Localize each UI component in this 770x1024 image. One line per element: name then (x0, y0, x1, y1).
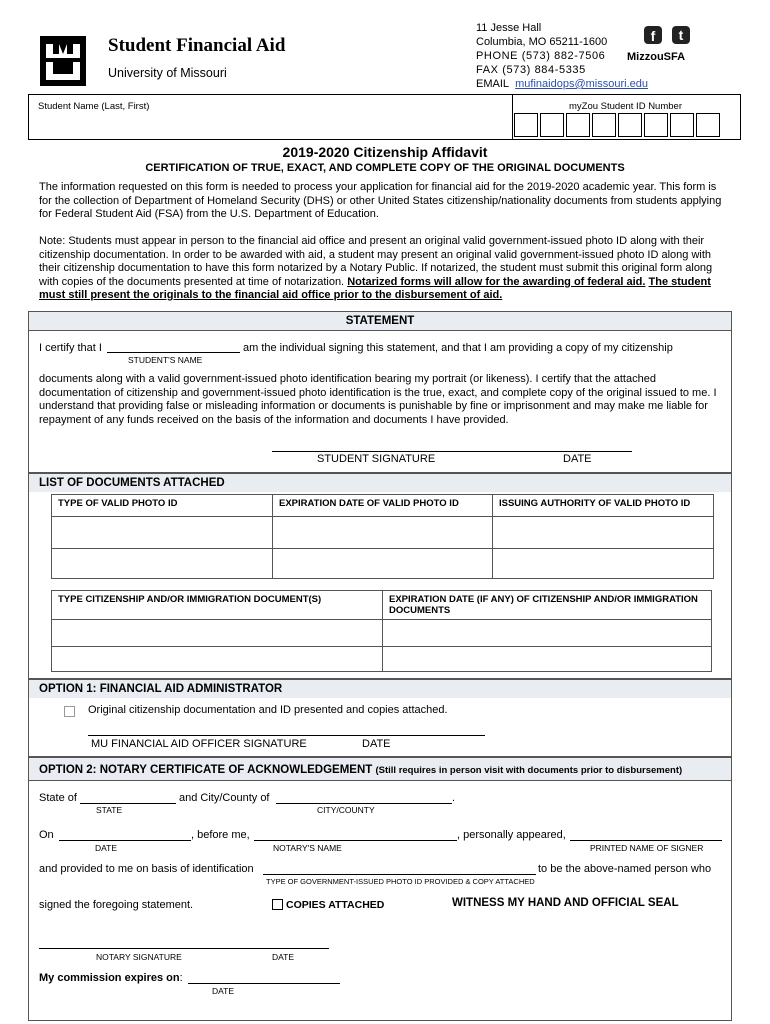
notary-date-line[interactable] (59, 840, 191, 841)
provided-pre: and provided to me on basis of identification (39, 863, 254, 875)
option2-header (29, 758, 731, 781)
commission-colon: : (179, 972, 183, 984)
photo-id-col-type: TYPE OF VALID PHOTO ID (52, 495, 273, 517)
email-label: EMAIL (476, 78, 510, 90)
contact-block (476, 21, 648, 91)
citizenship-col-type: TYPE CITIZENSHIP AND/OR IMMIGRATION DOCUMENT(S) (52, 591, 383, 620)
email-link[interactable]: mufinaidops@missouri.edu (515, 78, 648, 90)
notary-signature-line[interactable] (39, 948, 329, 949)
student-id-field[interactable] (511, 94, 741, 140)
student-id-label: myZou Student ID Number (569, 101, 682, 112)
photo-id-col-expiration: EXPIRATION DATE OF VALID PHOTO ID (273, 495, 493, 517)
mu-logo (40, 36, 86, 86)
org-title: Student Financial Aid (108, 35, 286, 56)
date-caption: DATE (95, 843, 118, 853)
citizenship-cell[interactable] (52, 620, 383, 647)
intro-paragraph-2 (39, 235, 731, 303)
copies-attached-label: COPIES ATTACHED (286, 899, 385, 911)
university-name: University of Missouri (108, 66, 227, 80)
intro-paragraph-1: The information requested on this form is needed to process your application for financial aid for the 2019-2020 academic year. This form is for the collection of Department of Homeland Security (DHS) or other United States citizenship/nationality documents from students applying for Federal Student Aid (FSA) from the U.S. Department of Education. (39, 181, 722, 220)
students-name-caption: STUDENT'S NAME (128, 355, 203, 365)
email-row (476, 77, 648, 91)
photo-id-cell[interactable] (493, 517, 714, 549)
social-handle: MizzouSFA (627, 51, 686, 63)
on-label: On (39, 829, 54, 841)
student-signature-label: STUDENT SIGNATURE (317, 453, 436, 465)
state-of-label: State of (39, 792, 77, 804)
commission-date-line[interactable] (188, 983, 340, 984)
state-line[interactable] (80, 803, 176, 804)
phone: PHONE (573) 882-7506 (476, 50, 606, 62)
citizenship-cell[interactable] (52, 647, 383, 672)
photo-id-cell[interactable] (273, 517, 493, 549)
address-line-2: Columbia, MO 65211-1600 (476, 36, 608, 48)
officer-date-label: DATE (362, 738, 391, 750)
twitter-icon[interactable]: t (672, 26, 690, 44)
signed-statement-text: signed the foregoing statement. (39, 899, 194, 911)
option1-checkbox[interactable] (64, 706, 75, 717)
option2-title: OPTION 2: NOTARY CERTIFICATE OF ACKNOWLEDGEMENT (39, 764, 373, 776)
copies-attached-checkbox[interactable] (272, 899, 283, 910)
signer-name-line[interactable] (570, 840, 722, 841)
officer-signature-line[interactable] (88, 735, 485, 736)
address-line-1: 11 Jesse Hall (476, 22, 542, 34)
id-type-line[interactable] (263, 874, 536, 875)
certify-pre: I certify that I (39, 342, 102, 354)
photo-id-cell[interactable] (493, 549, 714, 579)
page-title: 2019-2020 Citizenship Affidavit (282, 144, 488, 160)
citizenship-col-expiration: EXPIRATION DATE (IF ANY) OF CITIZENSHIP AND/OR IMMIGRATION DOCUMENTS (383, 591, 712, 620)
state-city-period: . (452, 792, 456, 804)
signer-caption: PRINTED NAME OF SIGNER (590, 843, 704, 853)
photo-id-cell[interactable] (52, 517, 273, 549)
provided-post: to be the above-named person who (538, 863, 712, 875)
photo-id-cell[interactable] (52, 549, 273, 579)
intro-note-underline-1: Notarized forms will allow for the awarding of federal aid. (347, 275, 646, 288)
student-name-line[interactable] (107, 352, 240, 353)
city-of-label: and City/County of (179, 792, 270, 804)
option1-header: OPTION 1: FINANCIAL AID ADMINISTRATOR (29, 680, 731, 698)
photo-id-cell[interactable] (273, 549, 493, 579)
option2-note: (Still requires in person visit with documents prior to disbursement) (375, 765, 683, 776)
documents-header: LIST OF DOCUMENTS ATTACHED (29, 474, 731, 492)
notary-sig-date-label: DATE (272, 952, 295, 962)
photo-id-col-authority: ISSUING AUTHORITY OF VALID PHOTO ID (493, 495, 714, 517)
student-id-boxes[interactable] (514, 113, 722, 142)
state-caption: STATE (96, 805, 123, 815)
personally-appeared-label: , personally appeared, (457, 829, 566, 841)
certify-post: am the individual signing this statement, and that I am providing a copy of my citizenship (243, 342, 673, 354)
photo-id-table (51, 494, 714, 579)
student-name-field[interactable] (28, 94, 513, 140)
citizenship-doc-table (51, 590, 712, 672)
commission-label: My commission expires on (39, 972, 180, 984)
statement-header: STATEMENT (29, 312, 731, 331)
notary-name-caption: NOTARY'S NAME (273, 843, 342, 853)
student-date-label: DATE (563, 453, 592, 465)
before-me-label: , before me, (191, 829, 250, 841)
fax: FAX (573) 884-5335 (476, 64, 586, 76)
city-line[interactable] (276, 803, 452, 804)
citizenship-cell[interactable] (383, 647, 712, 672)
id-type-caption: TYPE OF GOVERNMENT-ISSUED PHOTO ID PROVIDED & COPY ATTACHED (266, 877, 535, 886)
page-subtitle: CERTIFICATION OF TRUE, EXACT, AND COMPLETE COPY OF THE ORIGINAL DOCUMENTS (145, 162, 625, 174)
student-signature-line[interactable] (272, 451, 632, 452)
commission-date-caption: DATE (212, 986, 235, 996)
statement-body: documents along with a valid government-issued photo identification bearing my portrait (or likeness). I certify that the attached documentation of citizenship and government-issued photo identification is the true, exact, and complete copy of the original issued to me. I understand that providing false or misleading information or documents is punishable by fine or imprisonment and may make me liable for repayment of any funds received on the basis of the information and documents I have provided. (39, 373, 717, 426)
notary-name-line[interactable] (254, 840, 457, 841)
intro-note-underline-2: The student must still present the originals to the financial aid office prior to the disbursement of aid. (39, 275, 711, 301)
citizenship-cell[interactable] (383, 620, 712, 647)
commission-row (39, 972, 183, 984)
officer-signature-label: MU FINANCIAL AID OFFICER SIGNATURE (91, 738, 307, 750)
facebook-icon[interactable]: f (644, 26, 662, 44)
student-name-label: Student Name (Last, First) (38, 101, 150, 112)
intro-note: Note: Students must appear in person to the financial aid office and present an original valid government-issued photo ID along with their citizenship documentation. In order to be awarded with aid, a student may present an original valid government-issued photo ID along with their citizenship documentation to have this form notarized by a Notary Public. If notarized, the student must submit this original form along with copies of the documents presented at time of notarization. (39, 235, 713, 288)
witness-text: WITNESS MY HAND AND OFFICIAL SEAL (452, 897, 679, 909)
city-caption: CITY/COUNTY (317, 805, 375, 815)
notary-signature-label: NOTARY SIGNATURE (96, 952, 182, 962)
option1-check-text: Original citizenship documentation and ID presented and copies attached. (88, 704, 448, 716)
